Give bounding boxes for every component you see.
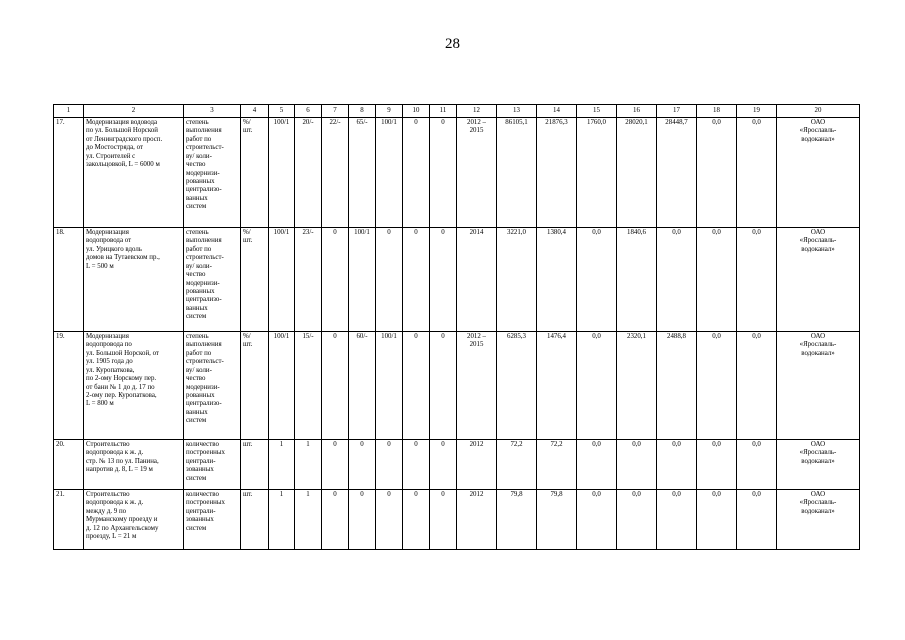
amount-cell: 0,0 <box>577 440 617 490</box>
object-name: Модернизация водовода по ул. Большой Норской от Ленинградского просп. до Мостостряда, от ул. Строителей с закольцовкой, L = 6000 м <box>84 118 184 228</box>
amount-cell: 0,0 <box>657 228 697 332</box>
value-cell: 60/- <box>349 332 376 440</box>
amount-cell: 1760,0 <box>577 118 617 228</box>
amount-cell: 79,8 <box>537 490 577 550</box>
unit: %/ шт. <box>241 118 269 228</box>
header-cell: 10 <box>403 105 430 118</box>
header-cell: 6 <box>295 105 322 118</box>
header-cell: 19 <box>737 105 777 118</box>
indicator: количество построенных централи- зованных систем <box>184 440 241 490</box>
header-cell: 8 <box>349 105 376 118</box>
header-cell: 12 <box>457 105 497 118</box>
amount-cell: 3221,0 <box>497 228 537 332</box>
page-number: 28 <box>445 36 460 52</box>
header-cell: 5 <box>269 105 295 118</box>
header-row <box>54 105 860 118</box>
header-cell: 1 <box>54 105 84 118</box>
table-row <box>54 440 860 490</box>
value-cell: 0 <box>322 228 349 332</box>
header-cell: 4 <box>241 105 269 118</box>
object-name: Модернизация водопровода по ул. Большой Норской, от ул. 1905 года до ул. Куропаткова, по 2-ому Норскому пер. от бани № 1 до д. 17 по 2-ому пер. Куропаткова, L = 800 м <box>84 332 184 440</box>
header-cell: 2 <box>84 105 184 118</box>
object-name: Строительство водопровода к ж. д. между д. 9 по Мурманскому проезду и д. 12 по Архангельскому проезду, L = 21 м <box>84 490 184 550</box>
amount-cell: 0,0 <box>577 332 617 440</box>
value-cell: 0 <box>430 228 457 332</box>
header-cell: 9 <box>376 105 403 118</box>
table-row <box>54 118 860 228</box>
amount-cell: 0,0 <box>617 440 657 490</box>
amount-cell: 0,0 <box>617 490 657 550</box>
value-cell: 65/- <box>349 118 376 228</box>
amount-cell: 1840,6 <box>617 228 657 332</box>
header-cell: 14 <box>537 105 577 118</box>
executor: ОАО «Ярославль- водоканал» <box>777 332 860 440</box>
amount-cell: 28448,7 <box>657 118 697 228</box>
row-number: 21. <box>54 490 84 550</box>
value-cell: 0 <box>430 118 457 228</box>
indicator: количество построенных централи- зованных систем <box>184 490 241 550</box>
value-cell: 1 <box>295 490 322 550</box>
value-cell: 1 <box>295 440 322 490</box>
unit: шт. <box>241 490 269 550</box>
amount-cell: 0,0 <box>737 332 777 440</box>
value-cell: 0 <box>322 440 349 490</box>
years: 2012 – 2015 <box>457 332 497 440</box>
value-cell: 0 <box>403 490 430 550</box>
unit: %/ шт. <box>241 228 269 332</box>
value-cell: 100/1 <box>376 118 403 228</box>
value-cell: 0 <box>349 490 376 550</box>
header-cell: 3 <box>184 105 241 118</box>
table-row <box>54 332 860 440</box>
amount-cell: 6285,3 <box>497 332 537 440</box>
header-cell: 13 <box>497 105 537 118</box>
years: 2012 – 2015 <box>457 118 497 228</box>
amount-cell: 1380,4 <box>537 228 577 332</box>
amount-cell: 2488,8 <box>657 332 697 440</box>
header-cell: 17 <box>657 105 697 118</box>
executor: ОАО «Ярославль- водоканал» <box>777 228 860 332</box>
value-cell: 0 <box>403 118 430 228</box>
row-number: 18. <box>54 228 84 332</box>
object-name: Строительство водопровода к ж. д. стр. № 13 по ул. Панина, напротив д. 8, L = 19 м <box>84 440 184 490</box>
amount-cell: 0,0 <box>577 490 617 550</box>
amount-cell: 72,2 <box>497 440 537 490</box>
years: 2012 <box>457 440 497 490</box>
value-cell: 0 <box>430 490 457 550</box>
amount-cell: 2320,1 <box>617 332 657 440</box>
amount-cell: 0,0 <box>737 490 777 550</box>
years: 2014 <box>457 228 497 332</box>
header-cell: 11 <box>430 105 457 118</box>
amount-cell: 0,0 <box>657 440 697 490</box>
amount-cell: 0,0 <box>657 490 697 550</box>
unit: шт. <box>241 440 269 490</box>
value-cell: 0 <box>322 490 349 550</box>
value-cell: 100/1 <box>269 118 295 228</box>
row-number: 19. <box>54 332 84 440</box>
value-cell: 1 <box>269 490 295 550</box>
value-cell: 0 <box>376 440 403 490</box>
amount-cell: 72,2 <box>537 440 577 490</box>
amount-cell: 0,0 <box>697 332 737 440</box>
amount-cell: 28020,1 <box>617 118 657 228</box>
value-cell: 1 <box>269 440 295 490</box>
value-cell: 23/- <box>295 228 322 332</box>
value-cell: 0 <box>430 440 457 490</box>
years: 2012 <box>457 490 497 550</box>
header-cell: 15 <box>577 105 617 118</box>
object-name: Модернизация водопровода от ул. Урицкого вдоль домов на Тутаевском пр., L = 500 м <box>84 228 184 332</box>
header-cell: 18 <box>697 105 737 118</box>
value-cell: 0 <box>403 440 430 490</box>
amount-cell: 86105,1 <box>497 118 537 228</box>
header-cell: 16 <box>617 105 657 118</box>
executor: ОАО «Ярославль- водоканал» <box>777 118 860 228</box>
value-cell: 0 <box>376 228 403 332</box>
value-cell: 100/1 <box>269 228 295 332</box>
amount-cell: 0,0 <box>697 490 737 550</box>
amount-cell: 0,0 <box>697 118 737 228</box>
amount-cell: 0,0 <box>577 228 617 332</box>
row-number: 20. <box>54 440 84 490</box>
value-cell: 0 <box>322 332 349 440</box>
amount-cell: 79,8 <box>497 490 537 550</box>
amount-cell: 1476,4 <box>537 332 577 440</box>
table-row <box>54 490 860 550</box>
executor: ОАО «Ярославль- водоканал» <box>777 440 860 490</box>
value-cell: 100/1 <box>376 332 403 440</box>
amount-cell: 0,0 <box>737 440 777 490</box>
amount-cell: 21876,3 <box>537 118 577 228</box>
amount-cell: 0,0 <box>697 440 737 490</box>
amount-cell: 0,0 <box>697 228 737 332</box>
amount-cell: 0,0 <box>737 118 777 228</box>
program-table <box>53 104 860 550</box>
amount-cell: 0,0 <box>737 228 777 332</box>
value-cell: 0 <box>403 228 430 332</box>
indicator: степень выполнения работ по строительст- ву/ коли- чество модернизи- рованных централизо- ванных систем <box>184 332 241 440</box>
value-cell: 0 <box>376 490 403 550</box>
indicator: степень выполнения работ по строительст- ву/ коли- чество модернизи- рованных централизо- ванных систем <box>184 228 241 332</box>
value-cell: 0 <box>430 332 457 440</box>
header-cell: 7 <box>322 105 349 118</box>
value-cell: 0 <box>349 440 376 490</box>
value-cell: 100/1 <box>349 228 376 332</box>
indicator: степень выполнения работ по строительст- ву/ коли- чество модернизи- рованных централизо- ванных систем <box>184 118 241 228</box>
executor: ОАО «Ярославль- водоканал» <box>777 490 860 550</box>
value-cell: 20/- <box>295 118 322 228</box>
value-cell: 100/1 <box>269 332 295 440</box>
unit: %/ шт. <box>241 332 269 440</box>
row-number: 17. <box>54 118 84 228</box>
value-cell: 15/- <box>295 332 322 440</box>
header-cell: 20 <box>777 105 860 118</box>
table-row <box>54 228 860 332</box>
value-cell: 0 <box>403 332 430 440</box>
value-cell: 22/- <box>322 118 349 228</box>
